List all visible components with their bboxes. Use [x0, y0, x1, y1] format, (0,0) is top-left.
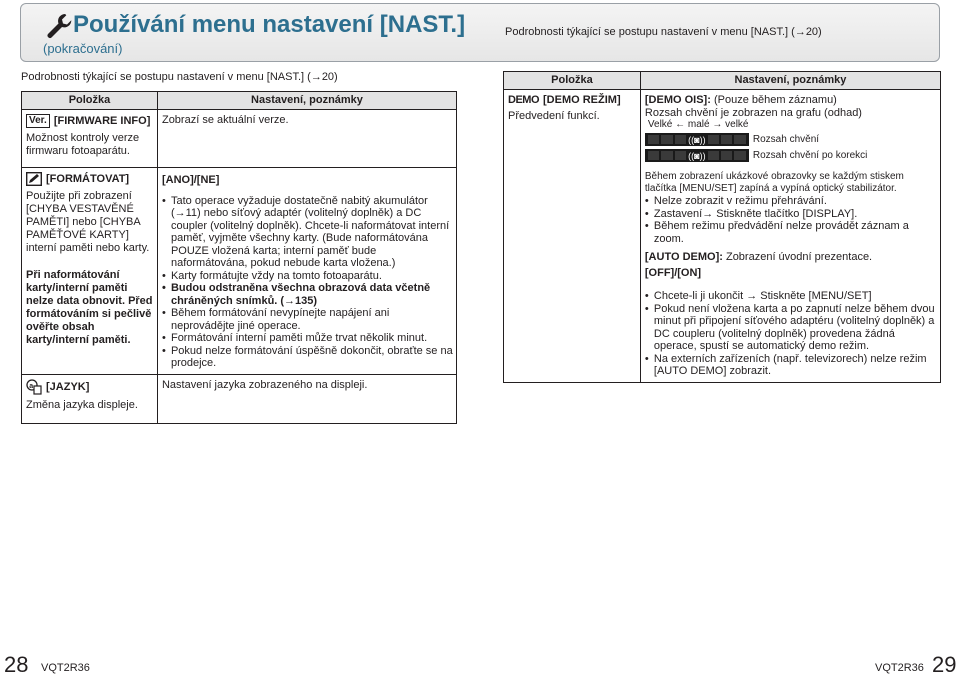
document-code-right: VQT2R36 [875, 662, 924, 674]
auto-demo-options: [OFF]/[ON] [644, 266, 702, 279]
demo-notes-list [645, 195, 937, 245]
auto-demo-notes-list [645, 290, 937, 378]
shake-bar-graph [645, 133, 749, 146]
svg-text:a: a [29, 382, 34, 390]
table-row-firmware [22, 110, 457, 168]
shake-graph-row-1 [645, 133, 937, 146]
table-row-format [22, 168, 457, 375]
format-warning: Při naformátování karty/interní paměti nelze data obnovit. Před formátováním si pečlivě ověřte obsah karty/interní paměti. [26, 269, 153, 346]
firmware-description: Možnost kontroly verze firmwaru fotoaparátu. [26, 132, 140, 157]
list-item: • Během režimu předvádění nelze provádět záznam a zoom. [645, 220, 937, 245]
list-item: • Nelze zobrazit v režimu přehrávání. [645, 195, 937, 208]
format-description: Použijte při zobrazení [CHYBA VESTAVĚNÉ PAMĚTI] nebo [CHYBA PAMĚŤOVÉ KARTY] interní paměti nebo karty. [26, 190, 150, 254]
item-demo-mode: DEMO [DEMO REŽIM] [508, 94, 621, 106]
demo-icon: DEMO [508, 94, 539, 106]
shake-scale-label: Velké ← malé → velké [647, 119, 749, 130]
list-item: • Tato operace vyžaduje dostatečně nabitý akumulátor (→11) nebo síťový adaptér (volitelný doplněk) a DC coupler (volitelný doplněk). Chcete-li naformátovat interní paměť, vyjměte všechny karty. (Bude naformátována POUZE vložená karta; interní paměť bude naformátována, pokud nebude karta vložena.) [162, 195, 453, 270]
item-firmware-info: Ver. [FIRMWARE INFO] [26, 114, 154, 128]
firmware-settings-text: Zobrazí se aktuální verze. [161, 114, 289, 126]
shake-bar-label: Rozsah chvění [752, 134, 820, 145]
shake-bar-graph-corrected [645, 149, 749, 162]
demo-ois-line2: Rozsah chvění je zobrazen na grafu (odhad) [644, 106, 862, 119]
language-icon [26, 379, 42, 395]
column-header-settings: Nastavení, poznámky [157, 92, 456, 110]
column-header-item: Položka [22, 92, 158, 110]
page-header [20, 3, 940, 62]
column-header-settings: Nastavení, poznámky [640, 72, 940, 90]
list-item: • Pokud není vložena karta a po zapnutí nelze během dvou minut při připojení síťového adaptéru (volitelný doplněk) a DC coupleru (volitelný doplněk) provedena žádná operace, spustí se automatický demo režim. [645, 303, 937, 353]
shake-bar-label-corrected: Rozsah chvění po korekci [752, 150, 868, 161]
format-pencil-icon [26, 172, 42, 186]
list-item: • Chcete-li ji ukončit → Stiskněte [MENU/SET] [645, 290, 937, 303]
right-settings-table [503, 71, 941, 383]
left-reference-note: Podrobnosti týkající se postupu nastavení v menu [NAST.] (→20) [21, 71, 338, 83]
list-item: • Na externích zařízeních (např. televizorech) nelze režim [AUTO DEMO] zobrazit. [645, 353, 937, 378]
wrench-icon [45, 12, 73, 40]
page-title: Používání menu nastavení [NAST.] [73, 11, 466, 38]
ois-icon: ((◙)) [688, 150, 706, 161]
demo-switch-note: Během zobrazení ukázkové obrazovky se každým stiskem tlačítka [MENU/SET] zapíná a vypíná optický stabilizátor. [644, 171, 904, 194]
format-options: [ANO]/[NE] [161, 174, 220, 186]
left-settings-table [21, 91, 457, 424]
list-item: • Během formátování nevypínejte napájení ani neprovádějte jiné operace. [162, 307, 453, 332]
page-subtitle: (pokračování) [43, 41, 123, 56]
list-item: • Formátování interní paměti může trvat několik minut. [162, 332, 453, 345]
page-number-left: 28 [4, 652, 29, 674]
header-reference-note: Podrobnosti týkající se postupu nastavení v menu [NAST.] (→20) [505, 26, 822, 38]
demo-description: Předvedení funkcí. [508, 110, 600, 122]
item-format: [FORMÁTOVAT] [26, 172, 154, 186]
page-number-right: 29 [932, 652, 957, 674]
list-item: • Zastavení→ Stiskněte tlačítko [DISPLAY]. [645, 208, 937, 221]
table-row-language [22, 374, 457, 423]
document-code-left: VQT2R36 [41, 662, 90, 674]
auto-demo-line: [AUTO DEMO]: Zobrazení úvodní prezentace. [644, 251, 873, 263]
shake-graph-row-2 [645, 149, 937, 162]
version-icon: Ver. [26, 114, 50, 128]
item-language: a [JAZYK] [26, 379, 154, 395]
list-item: • Pokud nelze formátování úspěšně dokončit, obraťte se na prodejce. [162, 345, 453, 370]
column-header-item: Položka [504, 72, 641, 90]
list-item: • Budou odstraněna všechna obrazová data včetně chráněných snímků. (→135) [162, 282, 453, 307]
format-notes-list [162, 195, 453, 370]
language-description: Změna jazyka displeje. [26, 398, 138, 411]
demo-ois-line: [DEMO OIS]: (Pouze během záznamu) [644, 94, 837, 106]
language-settings-text: Nastavení jazyka zobrazeného na displeji. [161, 378, 368, 391]
list-item: • Karty formátujte vždy na tomto fotoaparátu. [162, 270, 453, 283]
ois-icon: ((◙)) [688, 134, 706, 145]
table-row-demo [504, 90, 941, 383]
